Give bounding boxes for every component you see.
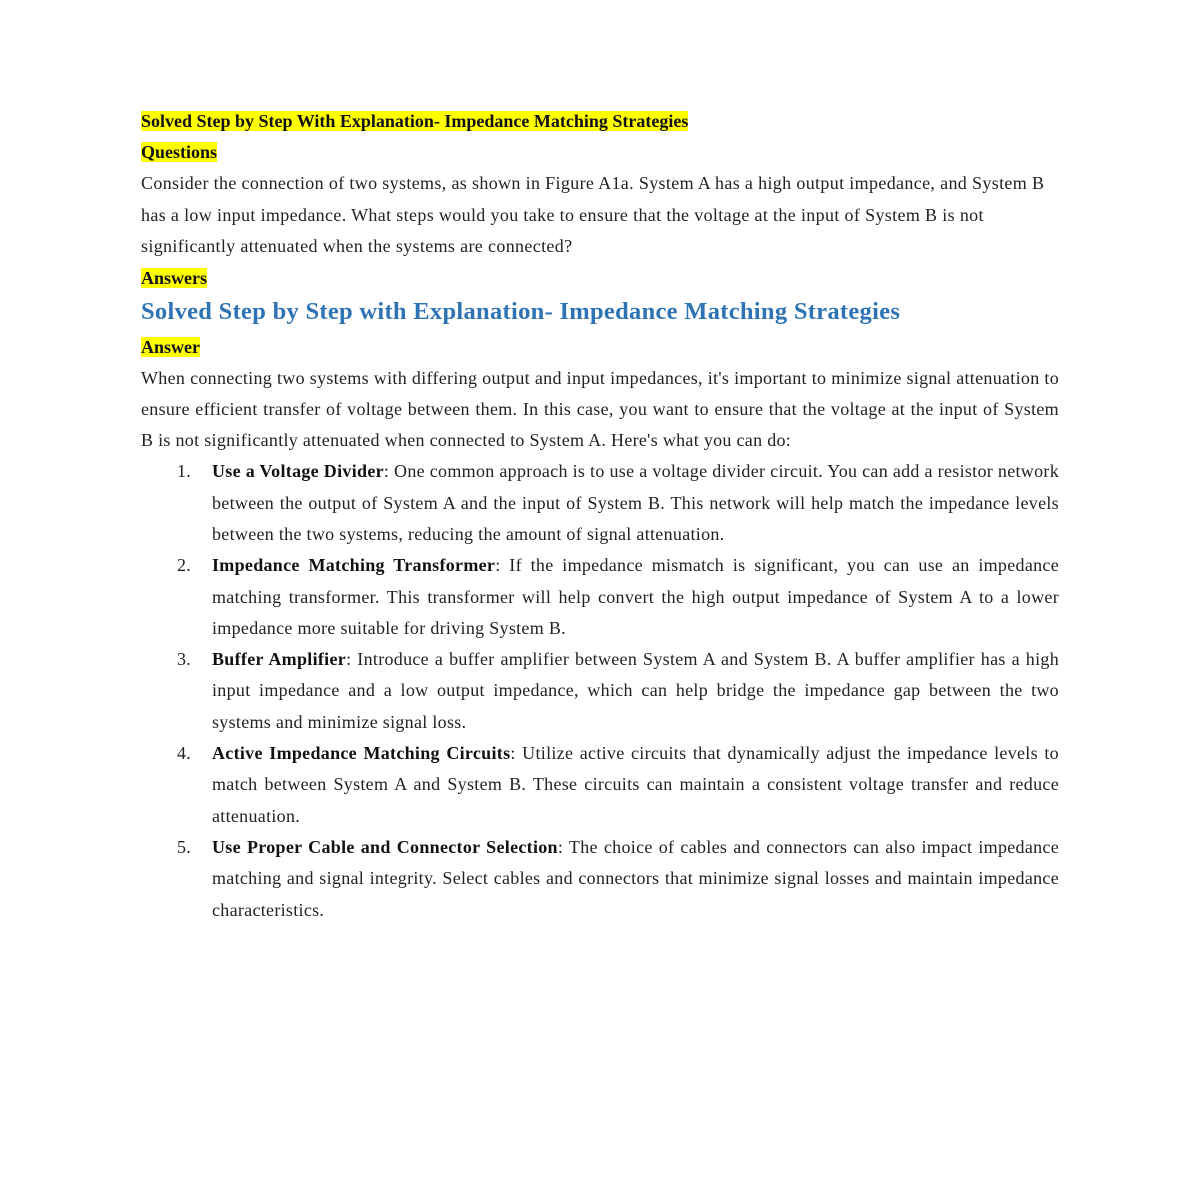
list-item <box>141 644 1059 738</box>
document-title <box>141 106 1059 137</box>
list-item-number: 3. <box>177 649 192 670</box>
section-heading: Solved Step by Step with Explanation- Impedance Matching Strategies <box>141 297 901 325</box>
document-title-text: Solved Step by Step With Explanation- Impedance Matching Strategies <box>141 111 689 131</box>
list-item <box>141 832 1059 926</box>
answers-label-text: Answers <box>141 267 207 288</box>
questions-label <box>141 137 1059 168</box>
list-item-term: Use a Voltage Divider <box>212 461 384 482</box>
list-item-number: 1. <box>177 461 192 482</box>
list-item-number: 4. <box>177 743 192 764</box>
questions-label-text: Questions <box>141 142 218 162</box>
list-item-text: : If the impedance mismatch is significant, you can use an impedance matching transformer. This transformer will help convert the high output impedance of System A to a lower impedance more suitable for driving System B. <box>212 555 1059 638</box>
document-page <box>141 106 1059 926</box>
question-text: Consider the connection of two systems, as shown in Figure A1a. System A has a high output impedance, and System B has a low input impedance. What steps would you take to ensure that the voltage at the input of System B is not significantly attenuated when the systems are connected? <box>141 173 1045 256</box>
list-item-term: Impedance Matching Transformer <box>212 555 496 576</box>
list-item-text: : The choice of cables and connectors can also impact impedance matching and signal integrity. Select cables and connectors that minimize signal losses and maintain impedance characteristics. <box>212 836 1060 920</box>
list-item-number: 2. <box>177 555 192 576</box>
answer-label <box>141 332 1059 363</box>
list-item-term: Active Impedance Matching Circuits <box>212 743 511 764</box>
list-item-number: 5. <box>177 836 192 857</box>
list-item <box>141 738 1059 832</box>
list-item <box>141 550 1059 644</box>
list-item-term: Buffer Amplifier <box>212 649 347 670</box>
intro-paragraph: When connecting two systems with differing output and input impedances, it's important to minimize signal attenuation to ensure efficient transfer of voltage between them. In this case, you want to ensure that the voltage at the input of System B is not significantly attenuated when connected to System A. Here's what you can do: <box>141 367 1059 451</box>
list-item-text: : Introduce a buffer amplifier between System A and System B. A buffer amplifier has a high input impedance and a low output impedance, which can help bridge the impedance gap between the two systems and minimize signal loss. <box>212 649 1059 732</box>
answer-label-text: Answer <box>141 336 200 357</box>
list-item <box>141 456 1059 550</box>
steps-list <box>141 456 1059 925</box>
answers-label <box>141 263 1059 294</box>
list-item-text: : One common approach is to use a voltage divider circuit. You can add a resistor network between the output of System A and the input of System B. This network will help match the impedance levels between the two systems, reducing the amount of signal attenuation. <box>212 461 1059 544</box>
list-item-text: : Utilize active circuits that dynamically adjust the impedance levels to match between System A and System B. These circuits can maintain a consistent voltage transfer and reduce attenuation. <box>212 743 1059 826</box>
list-item-term: Use Proper Cable and Connector Selection <box>212 836 558 857</box>
